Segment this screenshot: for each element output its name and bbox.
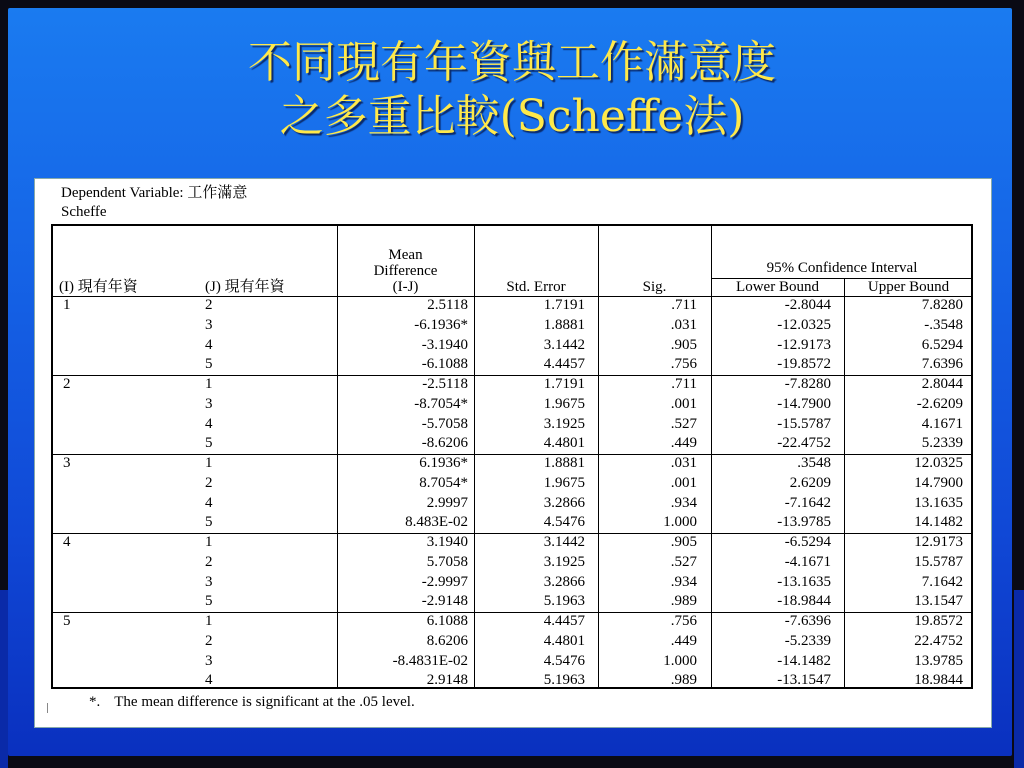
- slide-title: [0, 36, 1024, 144]
- cell-sig: .711: [671, 376, 697, 392]
- row-j-label: 2: [205, 553, 213, 570]
- header-sig: Sig.: [642, 279, 667, 295]
- cell-sig: .449: [670, 632, 697, 649]
- cell-sig: .756: [670, 356, 697, 373]
- cell-se: 3.2866: [543, 573, 585, 590]
- cell-se: 4.5476: [543, 514, 585, 531]
- cell-ub: 7.8280: [921, 297, 963, 313]
- cell-mean: 5.7058: [426, 553, 468, 570]
- footnote-marker: *.: [89, 694, 101, 710]
- cell-ub: 5.2339: [921, 435, 963, 452]
- header-mean-line-2: Difference: [373, 263, 438, 279]
- header-mean-line-1: Mean: [388, 247, 423, 263]
- group-i-label: 4: [63, 534, 71, 550]
- cell-ub: 18.9844: [914, 672, 963, 689]
- table-edge-tick: [47, 703, 48, 713]
- cell-lb: -4.1671: [784, 553, 831, 570]
- cell-se: 3.2866: [543, 494, 585, 511]
- cell-sig: .905: [670, 534, 697, 550]
- cell-mean: -2.5118: [422, 376, 468, 392]
- rule-h-group-4: [53, 612, 973, 613]
- cell-lb: -22.4752: [777, 435, 831, 452]
- cell-sig: .989: [670, 593, 697, 610]
- cell-ub: -.3548: [924, 316, 963, 333]
- cell-sig: .756: [670, 613, 697, 629]
- cell-sig: .449: [670, 435, 697, 452]
- cell-ub: 14.1482: [914, 514, 963, 531]
- cell-sig: .001: [670, 474, 697, 491]
- cell-mean: 8.7054*: [419, 474, 468, 491]
- row-j-label: 5: [205, 435, 213, 452]
- cell-lb: -15.5787: [777, 415, 831, 432]
- rule-h-header: [53, 296, 973, 297]
- rule-h-group-1: [53, 375, 973, 376]
- cell-lb: -14.1482: [777, 652, 831, 669]
- cell-se: 1.7191: [543, 297, 585, 313]
- cell-mean: -8.7054*: [414, 395, 468, 412]
- cell-mean: 2.9148: [426, 672, 468, 689]
- cell-sig: .989: [670, 672, 697, 689]
- cell-ub: 14.7900: [914, 474, 963, 491]
- method-label: Scheffe: [61, 204, 107, 220]
- cell-se: 4.4457: [543, 613, 585, 629]
- cell-sig: .934: [670, 494, 697, 511]
- group-i-label: 2: [63, 376, 71, 392]
- row-j-label: 4: [205, 336, 213, 353]
- row-j-label: 5: [205, 356, 213, 373]
- cell-ub: 15.5787: [914, 553, 963, 570]
- cell-mean: -8.4831E-02: [392, 652, 468, 669]
- slide-title-line-1: 不同現有年資與工作滿意度: [248, 37, 776, 88]
- cell-ub: 6.5294: [921, 336, 963, 353]
- footnote-text: The mean difference is significant at the .05 level.: [114, 694, 415, 710]
- cell-se: 3.1442: [543, 534, 585, 550]
- row-j-label: 4: [205, 494, 213, 511]
- header-mean-difference: [337, 247, 474, 295]
- row-j-label: 3: [205, 652, 213, 669]
- cell-se: 1.8881: [543, 455, 585, 471]
- cell-lb: -2.8044: [784, 297, 831, 313]
- cell-sig: .527: [670, 415, 697, 432]
- cell-ub: 4.1671: [921, 415, 963, 432]
- header-mean-line-3: (I-J): [392, 279, 419, 295]
- header-lower-bound: Lower Bound: [736, 279, 819, 295]
- cell-ub: -2.6209: [916, 395, 963, 412]
- row-j-label: 3: [205, 573, 213, 590]
- cell-mean: -2.9997: [421, 573, 468, 590]
- rule-h-group-3: [53, 533, 973, 534]
- cell-ub: 7.6396: [921, 356, 963, 373]
- cell-mean: -8.6206: [421, 435, 468, 452]
- dependent-variable-label: Dependent Variable: 工作滿意: [61, 185, 248, 201]
- cell-sig: .711: [671, 297, 697, 313]
- header-i: (I) 現有年資: [59, 279, 138, 295]
- cell-se: 5.1963: [543, 672, 585, 689]
- cell-mean: 8.6206: [426, 632, 468, 649]
- cell-se: 3.1442: [543, 336, 585, 353]
- cell-mean: 2.9997: [426, 494, 468, 511]
- cell-lb: 2.6209: [789, 474, 831, 491]
- group-i-label: 5: [63, 613, 71, 629]
- row-j-label: 1: [205, 455, 213, 471]
- right-edge-stripe: [1014, 590, 1024, 768]
- row-j-label: 5: [205, 593, 213, 610]
- cell-mean: -6.1088: [421, 356, 468, 373]
- cell-se: 4.4801: [543, 632, 585, 649]
- cell-se: 5.1963: [543, 593, 585, 610]
- row-j-label: 2: [205, 632, 213, 649]
- cell-lb: -12.0325: [777, 316, 831, 333]
- cell-sig: .527: [670, 553, 697, 570]
- cell-se: 1.7191: [543, 376, 585, 392]
- row-j-label: 3: [205, 316, 213, 333]
- cell-lb: -19.8572: [777, 356, 831, 373]
- cell-sig: .905: [670, 336, 697, 353]
- cell-mean: -5.7058: [421, 415, 468, 432]
- cell-ub: 19.8572: [914, 613, 963, 629]
- cell-lb: -13.9785: [777, 514, 831, 531]
- cell-ub: 12.9173: [914, 534, 963, 550]
- cell-se: 4.5476: [543, 652, 585, 669]
- cell-se: 1.9675: [543, 474, 585, 491]
- cell-lb: -12.9173: [777, 336, 831, 353]
- row-j-label: 2: [205, 474, 213, 491]
- cell-lb: -7.6396: [784, 613, 831, 629]
- cell-se: 3.1925: [543, 553, 585, 570]
- cell-mean: -3.1940: [421, 336, 468, 353]
- cell-mean: 8.483E-02: [405, 514, 468, 531]
- row-j-label: 5: [205, 514, 213, 531]
- cell-sig: 1.000: [663, 652, 697, 669]
- cell-se: 4.4801: [543, 435, 585, 452]
- cell-mean: 6.1936*: [419, 455, 468, 471]
- cell-lb: -5.2339: [784, 632, 831, 649]
- cell-se: 1.8881: [543, 316, 585, 333]
- row-j-label: 1: [205, 613, 213, 629]
- slide-title-line-2: 之多重比較(Scheffe法): [279, 91, 745, 142]
- header-std-error: Std. Error: [506, 279, 566, 295]
- cell-mean: -2.9148: [421, 593, 468, 610]
- rule-v-ub: [844, 278, 845, 689]
- cell-mean: 6.1088: [426, 613, 468, 629]
- row-j-label: 4: [205, 672, 213, 689]
- output-table-panel: [34, 178, 992, 728]
- footnote: [89, 693, 429, 711]
- cell-mean: 3.1940: [426, 534, 468, 550]
- cell-se: 3.1925: [543, 415, 585, 432]
- cell-sig: .001: [670, 395, 697, 412]
- cell-lb: -7.1642: [784, 494, 831, 511]
- row-j-label: 4: [205, 415, 213, 432]
- left-edge-stripe: [0, 590, 8, 768]
- cell-ub: 13.9785: [914, 652, 963, 669]
- cell-sig: .031: [670, 316, 697, 333]
- row-j-label: 1: [205, 534, 213, 550]
- cell-ub: 13.1547: [914, 593, 963, 610]
- cell-sig: .934: [670, 573, 697, 590]
- group-i-label: 3: [63, 455, 71, 471]
- cell-ub: 22.4752: [914, 632, 963, 649]
- cell-lb: -6.5294: [784, 534, 831, 550]
- cell-se: 1.9675: [543, 395, 585, 412]
- cell-lb: -7.8280: [784, 376, 831, 392]
- group-i-label: 1: [63, 297, 71, 313]
- cell-sig: 1.000: [663, 514, 697, 531]
- cell-mean: 2.5118: [427, 297, 468, 313]
- cell-lb: -14.7900: [777, 395, 831, 412]
- multiple-comparisons-table: [51, 224, 973, 689]
- header-j: (J) 現有年資: [205, 279, 285, 295]
- row-j-label: 2: [205, 297, 213, 313]
- row-j-label: 1: [205, 376, 213, 392]
- rule-h-group-2: [53, 454, 973, 455]
- cell-lb: -13.1635: [777, 573, 831, 590]
- cell-ub: 7.1642: [921, 573, 963, 590]
- cell-ub: 13.1635: [914, 494, 963, 511]
- cell-lb: .3548: [797, 455, 831, 471]
- cell-sig: .031: [670, 455, 697, 471]
- cell-lb: -13.1547: [777, 672, 831, 689]
- row-j-label: 3: [205, 395, 213, 412]
- cell-se: 4.4457: [543, 356, 585, 373]
- cell-lb: -18.9844: [777, 593, 831, 610]
- cell-ub: 12.0325: [914, 455, 963, 471]
- cell-ub: 2.8044: [921, 376, 963, 392]
- header-confidence-interval: 95% Confidence Interval: [766, 260, 918, 276]
- cell-mean: -6.1936*: [414, 316, 468, 333]
- header-upper-bound: Upper Bound: [867, 279, 950, 295]
